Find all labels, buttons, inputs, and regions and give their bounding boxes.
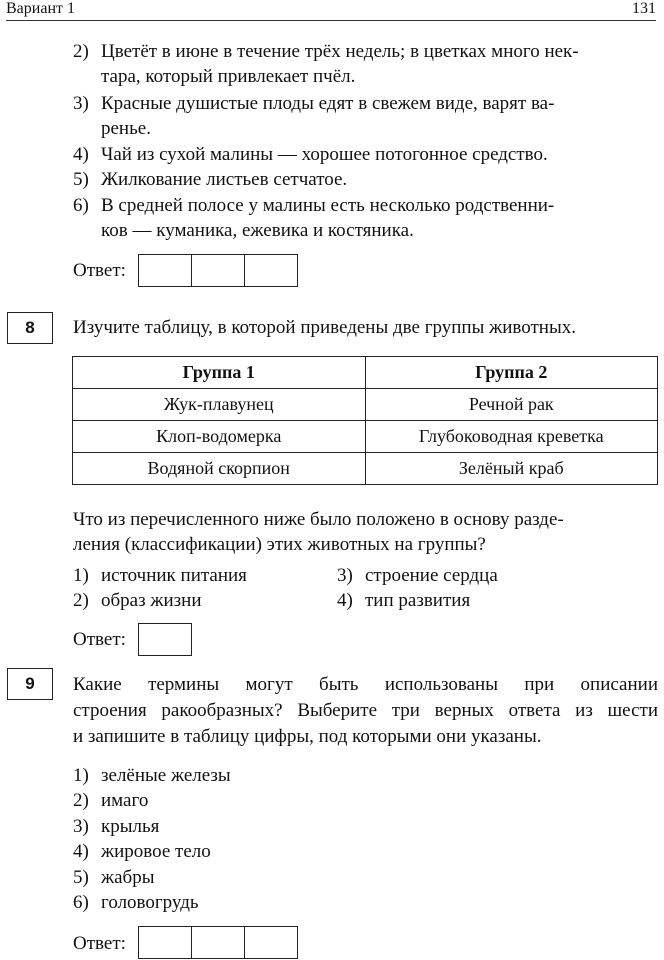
task9-prompt-line1: Какие термины могут быть использованы при описании xyxy=(73,674,658,695)
task7-option-3: 3) Красные душистые плоды едят в свежем виде, варят ва- xyxy=(73,93,555,114)
task7-option-2-cont: тара, который привлекает пчёл. xyxy=(101,66,356,87)
table-cell: Речной рак xyxy=(365,389,658,421)
animal-groups-table xyxy=(72,356,658,485)
task9-prompt-line3: и запишите в таблицу цифры, под которыми они указаны. xyxy=(73,726,542,747)
table-cell: Жук-плавунец xyxy=(73,389,366,421)
task7-option-4: 4) Чай из сухой малины — хорошее потогонное средство. xyxy=(73,144,548,165)
table-row xyxy=(73,389,658,421)
table-cell: Глубоководная креветка xyxy=(365,421,658,453)
task9-option-2: 2) имаго xyxy=(73,790,149,811)
task7-option-2: 2) Цветёт в июне в течение трёх недель; в цветках много нек- xyxy=(73,41,579,62)
task9-option-4: 4) жировое тело xyxy=(73,841,211,862)
task9-answer-label: Ответ: xyxy=(73,933,126,954)
task8-answer-label: Ответ: xyxy=(73,629,126,650)
table-row xyxy=(73,453,658,485)
answer-cell[interactable] xyxy=(192,255,245,286)
table-header-group1: Группа 1 xyxy=(73,357,366,389)
task8-question-line2: ления (классификации) этих животных на группы? xyxy=(73,534,486,555)
answer-cell[interactable] xyxy=(192,927,245,958)
task7-answer-cells[interactable] xyxy=(138,254,298,287)
task9-option-1: 1) зелёные железы xyxy=(73,765,231,786)
task9-option-3: 3) крылья xyxy=(73,816,160,837)
task8-answer-cells[interactable] xyxy=(138,623,192,656)
answer-cell[interactable] xyxy=(245,255,297,286)
task9-option-5: 5) жабры xyxy=(73,867,155,888)
task8-number: 8 xyxy=(7,312,53,344)
task9-number: 9 xyxy=(7,668,53,700)
task7-answer-label: Ответ: xyxy=(73,260,126,281)
task8-prompt: Изучите таблицу, в которой приведены две группы животных. xyxy=(73,317,576,338)
task8-option-1: 1) источник питания xyxy=(73,565,247,586)
table-header-group2: Группа 2 xyxy=(365,357,658,389)
task7-option-5: 5) Жилкование листьев сетчатое. xyxy=(73,169,348,190)
page-header xyxy=(6,0,656,21)
page-number: 131 xyxy=(632,0,656,17)
table-cell: Водяной скорпион xyxy=(73,453,366,485)
answer-cell[interactable] xyxy=(139,927,192,958)
task8-option-2: 2) образ жизни xyxy=(73,590,202,611)
task9-answer-cells[interactable] xyxy=(138,926,298,959)
table-cell: Клоп-водомерка xyxy=(73,421,366,453)
task7-option-6: 6) В средней полосе у малины есть несколько родственни- xyxy=(73,195,555,216)
task8-option-3: 3) строение сердца xyxy=(337,565,498,586)
variant-label: Вариант 1 xyxy=(6,0,75,17)
answer-cell[interactable] xyxy=(245,927,297,958)
answer-cell[interactable] xyxy=(139,624,191,655)
task7-option-3-cont: ренье. xyxy=(101,118,151,139)
task8-question-line1: Что из перечисленного ниже было положено в основу разде- xyxy=(73,509,564,530)
task8-option-4: 4) тип развития xyxy=(337,590,471,611)
task9-prompt-line2: строения ракообразных? Выберите три верных ответа из шести xyxy=(73,700,658,721)
table-cell: Зелёный краб xyxy=(365,453,658,485)
answer-cell[interactable] xyxy=(139,255,192,286)
task9-option-6: 6) головогрудь xyxy=(73,892,199,913)
task7-option-6-cont: ков — куманика, ежевика и костяника. xyxy=(101,220,414,241)
table-row xyxy=(73,421,658,453)
